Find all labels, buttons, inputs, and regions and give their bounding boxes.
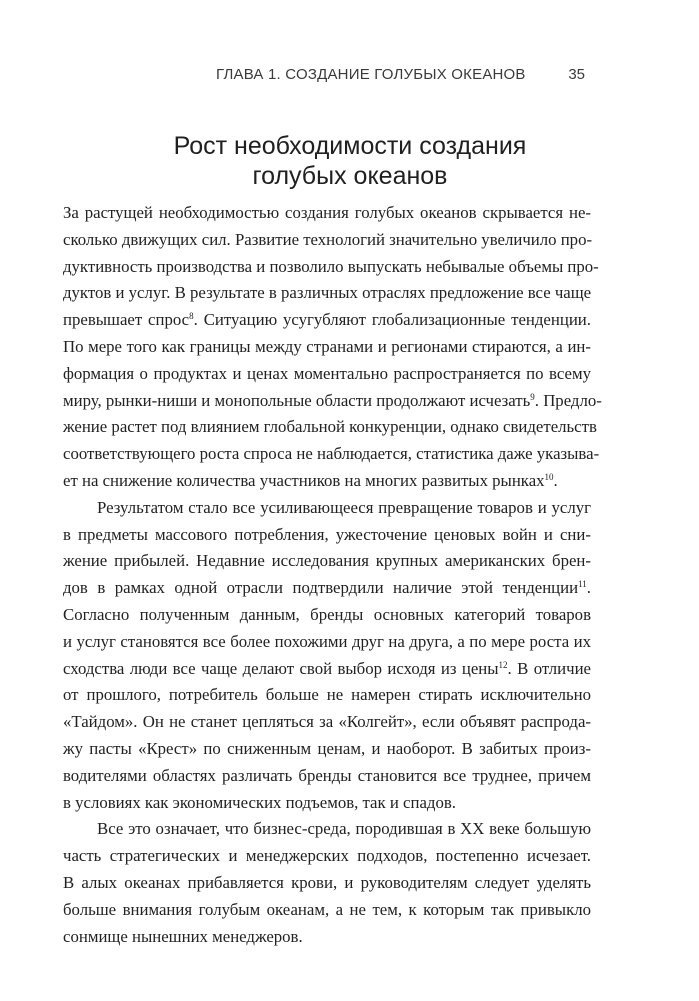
paragraph: [63, 495, 591, 817]
text-run: жу пасты «Крест» по сниженным ценам, и наоборот. В забитых произ-: [63, 738, 591, 758]
text-run: сонмище нынешних менеджеров.: [63, 926, 303, 946]
text-run: .: [553, 470, 558, 490]
text-line: [63, 790, 591, 817]
text-run: часть стратегических и менеджерских подходов, постепенно исчезает.: [63, 846, 591, 866]
text-line: [63, 736, 591, 763]
section-title: [60, 131, 640, 191]
text-run: . Предло-: [534, 390, 602, 410]
text-run: дов в рамках одной отрасли подтвердили наличие этой тенденции: [63, 578, 579, 598]
text-run: в предметы массового потребления, ужесточение ценовых войн и сни-: [63, 524, 591, 544]
text-run: дуктов и услуг. В результате в различных отраслях предложение все чаще: [63, 283, 592, 303]
text-run: . Ситуацию усугубляют глобализационные тенденции.: [193, 310, 591, 330]
page-number: 35: [568, 66, 585, 83]
text-run: превышает спрос: [63, 310, 190, 330]
text-line: [63, 441, 600, 468]
text-run: сколько движущих сил. Развитие технологий значительно увеличило про-: [63, 229, 593, 249]
text-run: больше внимания голубым океанам, а не тем, к которым так привыкло: [63, 899, 591, 919]
footnote-ref: 9: [530, 391, 535, 402]
text-line: [63, 709, 591, 736]
text-line: [63, 629, 591, 656]
text-line: [63, 897, 591, 924]
footnote-ref: 11: [578, 579, 587, 590]
text-line: [63, 843, 591, 870]
text-line: [63, 870, 591, 897]
text-run: жение прибылей. Недавние исследования крупных американских брен-: [63, 551, 591, 571]
text-line: [63, 682, 591, 709]
text-line: [63, 414, 597, 441]
text-run: . В отличие: [507, 658, 591, 678]
body-text: [63, 200, 602, 950]
text-run: По мере того как границы между странами и регионами стираются, а ин-: [63, 336, 591, 356]
text-line: [63, 602, 591, 629]
text-line: [63, 200, 591, 227]
text-line: [63, 280, 591, 307]
text-run: .: [586, 578, 591, 598]
text-run: соответствующего роста спроса не наблюдается, статистика даже указыва-: [63, 444, 600, 464]
paragraph: [63, 816, 591, 950]
text-line: [63, 334, 591, 361]
text-run: Результатом стало все усиливающееся превращение товаров и услуг: [97, 497, 591, 517]
text-run: дуктивность производства и позволило выпускать небывалые объемы про-: [63, 256, 599, 276]
footnote-ref: 8: [189, 311, 194, 322]
text-line: [63, 495, 591, 522]
section-title-line-1: Рост необходимости создания: [173, 132, 527, 160]
text-run: сходства люди все чаще делают свой выбор исходя из цены: [63, 658, 499, 678]
text-line: [63, 548, 591, 575]
text-run: от прошлого, потребитель больше не намерен стирать исключительно: [63, 685, 591, 705]
footnote-ref: 12: [498, 659, 508, 670]
text-line: [63, 575, 591, 602]
text-line: [63, 388, 602, 415]
text-run: водителями областях различать бренды становится все труднее, причем: [63, 765, 591, 785]
text-line: [63, 924, 591, 951]
text-line: [63, 307, 591, 334]
text-line: [63, 361, 591, 388]
text-line: [63, 816, 591, 843]
running-head: ГЛАВА 1. СОЗДАНИЕ ГОЛУБЫХ ОКЕАНОВ: [216, 66, 526, 83]
text-run: миру, рынки-ниши и монопольные области продолжают исчезать: [63, 390, 531, 410]
text-run: Согласно полученным данным, бренды основных категорий товаров: [63, 604, 591, 624]
text-run: жение растет под влиянием глобальной конкуренции, однако свидетельств: [63, 417, 597, 437]
text-run: ет на снижение количества участников на многих развитых рынках: [63, 470, 545, 490]
text-run: За растущей необходимостью создания голубых океанов скрывается не-: [63, 203, 591, 222]
text-run: В алых океанах прибавляется крови, и руководителям следует уделять: [63, 872, 591, 892]
text-run: Все это означает, что бизнес-среда, породившая в XX веке большую: [97, 819, 591, 839]
text-run: «Тайдом». Он не станет цепляться за «Колгейт», если объявят распрода-: [63, 712, 591, 732]
text-line: [63, 763, 591, 790]
text-line: [63, 522, 591, 549]
text-run: в условиях как экономических подъемов, так и спадов.: [63, 792, 456, 812]
text-line: [63, 656, 591, 683]
section-title-line-2: голубых океанов: [252, 162, 448, 190]
text-line: [63, 468, 591, 495]
footnote-ref: 10: [544, 471, 554, 482]
text-run: формация о продуктах и ценах моментально распространяется по всему: [63, 363, 591, 383]
text-run: и услуг становятся все более похожими друг на друга, а по мере роста их: [63, 631, 591, 651]
paragraph: [63, 200, 602, 495]
text-line: [63, 254, 599, 281]
text-line: [63, 227, 591, 254]
